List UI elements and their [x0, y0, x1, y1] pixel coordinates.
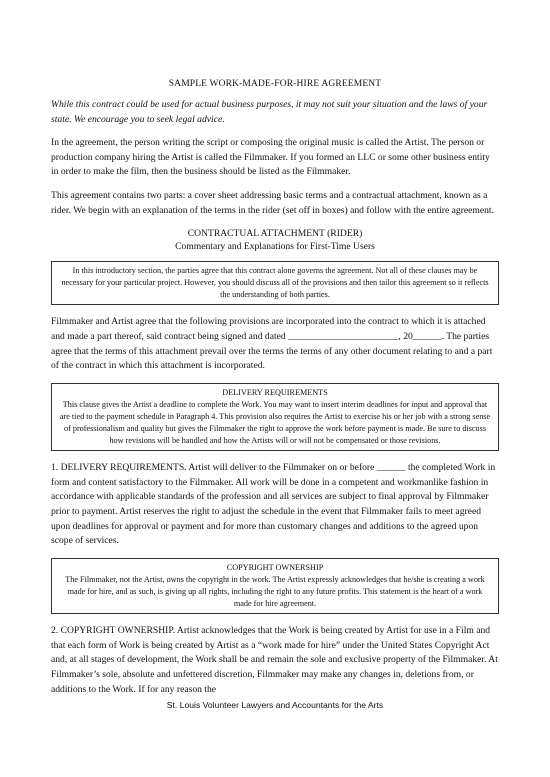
rider-title: CONTRACTUAL ATTACHMENT (RIDER)	[187, 228, 363, 240]
structure-paragraph: This agreement contains two parts: a cover sheet addressing basic terms and a contractual attachment, known as a rider. We begin with an explanation of the terms in the rider (set off in boxes) and follow with the entire agreement.	[51, 189, 494, 216]
delivery-commentary-heading: DELIVERY REQUIREMENTS	[222, 387, 328, 397]
intro-disclaimer: While this contract could be used for actual business purposes, it may not suit your situation and the laws of your state. We encourage you to seek legal advice.	[51, 99, 488, 125]
intro-commentary-box	[51, 261, 499, 305]
copyright-commentary-heading: COPYRIGHT OWNERSHIP	[226, 562, 324, 572]
definitions-paragraph: In the agreement, the person writing the script or composing the original music is called the Artist. The person or production company hiring the Artist is called the Filmmaker. If you formed an LLC or some other business entity in order to make the film, then the business should be listed as the Filmmaker.	[51, 137, 490, 178]
page-footer: St. Louis Volunteer Lawyers and Accountants for the Arts	[166, 700, 384, 710]
copyright-commentary-box	[51, 558, 499, 614]
rider-subtitle: Commentary and Explanations for First-Time Users	[175, 241, 375, 253]
intro-commentary-text: In this introductory section, the parties agree that this contract alone governs the agreement. Not all of these clauses may be necessary for your particular project. However, you should discuss all of the provisions and then tailor this agreement so it reflects the understanding of both parties.	[61, 266, 489, 300]
delivery-commentary-text: This clause gives the Artist a deadline to complete the Work. You may want to insert interim deadlines for input and approval that are tied to the payment schedule in Paragraph 4. This provision also requires the Artist to exercise his or her job with a strong sense of professionalism and quality but gives the Filmmaker the right to approve the work before payment is made. Be sure to discuss how revisions will be handled and how the Artists will or will not be compensated or those revisions.	[59, 399, 491, 446]
document-title: SAMPLE WORK-MADE-FOR-HIRE AGREEMENT	[168, 79, 382, 89]
copyright-ownership-clause: 2. COPYRIGHT OWNERSHIP. Artist acknowledges that the Work is being created by Artist for use in a Film and that each form of Work is being created by Artist as a “work made for hire” under the United States Copyright Act and, at all stages of development, the Work shall be and remain the sole and exclusive property of the Filmmaker. At Filmmaker’s sole, absolute and unfettered discretion, Filmmaker may make any changes in, deletions from, or additions to the Work. If for any reason the	[51, 625, 498, 695]
delivery-requirements-clause: 1. DELIVERY REQUIREMENTS. Artist will deliver to the Filmmaker on or before ______ the completed Work in form and content satisfactory to the Filmmaker. All work will be done in a competent and workmanlike fashion in accordance with applicable standards of the profession and all services are subject to final approval by Filmmaker prior to payment. Artist reserves the right to adjust the schedule in the event that Filmmaker fails to meet agreed upon deadlines for approval or payment and for more than customary changes and additions to the agreed upon scope of services.	[51, 462, 496, 547]
incorporation-paragraph: Filmmaker and Artist agree that the following provisions are incorporated into the contract to which it is attached and made a part thereof, said contract being signed and dated _______________________, 20______. The parties agree that the terms of this attachment prevail over the terms the terms of any other document relating to and a part of the contract in which this attachment is incorporated.	[51, 316, 493, 372]
delivery-commentary-box	[51, 383, 499, 451]
copyright-commentary-text: The Filmmaker, not the Artist, owns the copyright in the work. The Artist expressly acknowledges that he/she is creating a work made for hire, and as such, is giving up all rights, including the right to any future profits. This statement is the heart of a work made for hire agreement.	[65, 574, 485, 609]
document-body	[51, 79, 499, 706]
